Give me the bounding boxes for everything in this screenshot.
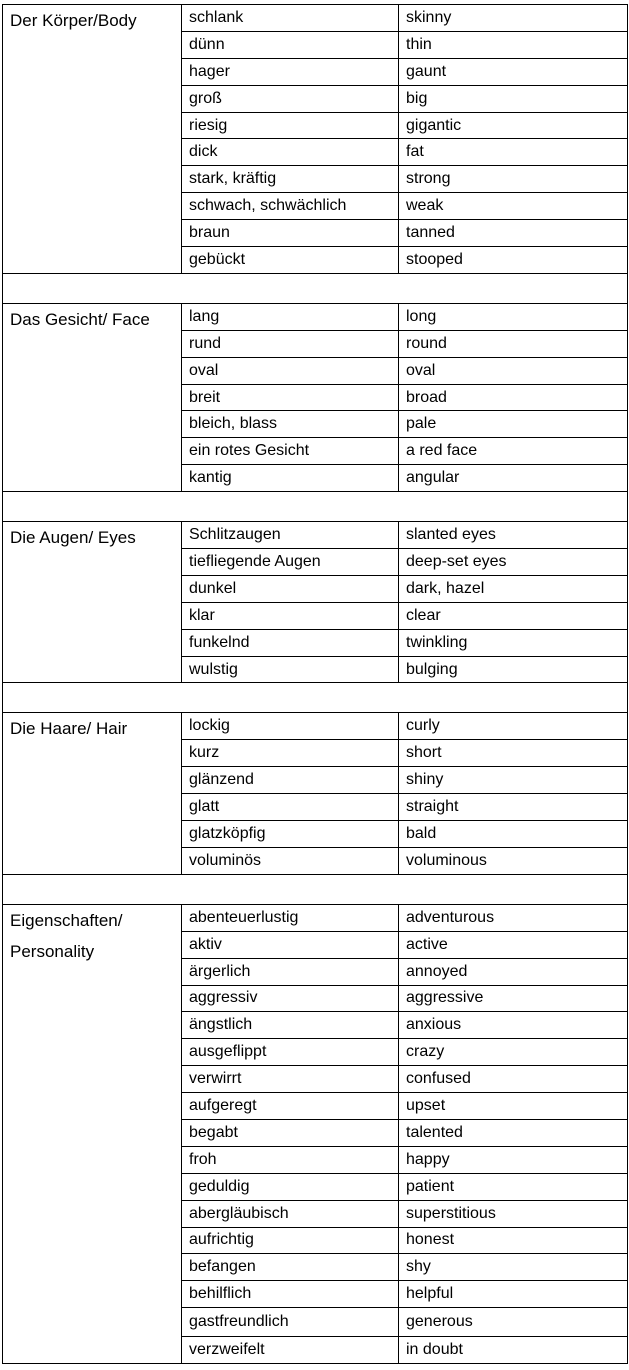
vocab-row	[3, 713, 628, 740]
section-spacer-cell	[3, 273, 628, 303]
english-term: big	[399, 85, 628, 112]
english-term: bald	[399, 821, 628, 848]
german-term: braun	[182, 220, 399, 247]
english-term: a red face	[399, 438, 628, 465]
vocabulary-table-body	[3, 5, 628, 1364]
section-label: Die Augen/ Eyes	[3, 522, 182, 683]
german-term: rund	[182, 330, 399, 357]
german-term: froh	[182, 1146, 399, 1173]
vocab-row	[3, 904, 628, 931]
german-term: dünn	[182, 31, 399, 58]
english-term: thin	[399, 31, 628, 58]
german-term: lang	[182, 303, 399, 330]
vocab-row	[3, 5, 628, 32]
english-term: short	[399, 740, 628, 767]
german-term: ausgeflippt	[182, 1039, 399, 1066]
english-term: broad	[399, 384, 628, 411]
english-term: patient	[399, 1173, 628, 1200]
german-term: wulstig	[182, 656, 399, 683]
english-term: shiny	[399, 767, 628, 794]
english-term: tanned	[399, 220, 628, 247]
german-term: kantig	[182, 465, 399, 492]
german-term: verzweifelt	[182, 1337, 399, 1364]
english-term: deep-set eyes	[399, 549, 628, 576]
english-term: oval	[399, 357, 628, 384]
german-term: funkelnd	[182, 629, 399, 656]
vocab-row	[3, 303, 628, 330]
english-term: adventurous	[399, 904, 628, 931]
section-label: Eigenschaften/ Personality	[3, 904, 182, 1363]
english-term: voluminous	[399, 847, 628, 874]
german-term: voluminös	[182, 847, 399, 874]
english-term: in doubt	[399, 1337, 628, 1364]
german-term: aufrichtig	[182, 1227, 399, 1254]
german-term: gebückt	[182, 247, 399, 274]
german-term: lockig	[182, 713, 399, 740]
english-term: shy	[399, 1254, 628, 1281]
german-term: riesig	[182, 112, 399, 139]
english-term: clear	[399, 602, 628, 629]
section-label: Das Gesicht/ Face	[3, 303, 182, 491]
german-term: hager	[182, 58, 399, 85]
section-spacer-cell	[3, 492, 628, 522]
german-term: ärgerlich	[182, 958, 399, 985]
english-term: pale	[399, 411, 628, 438]
section-spacer-row	[3, 683, 628, 713]
german-term: klar	[182, 602, 399, 629]
english-term: aggressive	[399, 985, 628, 1012]
english-term: curly	[399, 713, 628, 740]
english-term: confused	[399, 1066, 628, 1093]
german-term: schlank	[182, 5, 399, 32]
english-term: generous	[399, 1308, 628, 1337]
german-term: glatzköpfig	[182, 821, 399, 848]
english-term: bulging	[399, 656, 628, 683]
english-term: dark, hazel	[399, 575, 628, 602]
german-term: tiefliegende Augen	[182, 549, 399, 576]
english-term: honest	[399, 1227, 628, 1254]
section-spacer-cell	[3, 683, 628, 713]
section-label: Die Haare/ Hair	[3, 713, 182, 874]
english-term: twinkling	[399, 629, 628, 656]
english-term: talented	[399, 1119, 628, 1146]
english-term: gigantic	[399, 112, 628, 139]
english-term: anxious	[399, 1012, 628, 1039]
english-term: superstitious	[399, 1200, 628, 1227]
section-spacer-cell	[3, 874, 628, 904]
german-term: verwirrt	[182, 1066, 399, 1093]
english-term: fat	[399, 139, 628, 166]
english-term: straight	[399, 794, 628, 821]
german-term: abenteuerlustig	[182, 904, 399, 931]
german-term: dunkel	[182, 575, 399, 602]
english-term: gaunt	[399, 58, 628, 85]
german-term: abergläubisch	[182, 1200, 399, 1227]
section-spacer-row	[3, 874, 628, 904]
english-term: weak	[399, 193, 628, 220]
section-label: Der Körper/Body	[3, 5, 182, 274]
german-term: stark, kräftig	[182, 166, 399, 193]
german-term: aufgeregt	[182, 1093, 399, 1120]
german-term: aktiv	[182, 931, 399, 958]
english-term: active	[399, 931, 628, 958]
german-term: groß	[182, 85, 399, 112]
english-term: annoyed	[399, 958, 628, 985]
section-spacer-row	[3, 492, 628, 522]
german-term: geduldig	[182, 1173, 399, 1200]
german-term: ängstlich	[182, 1012, 399, 1039]
english-term: crazy	[399, 1039, 628, 1066]
english-term: helpful	[399, 1281, 628, 1308]
vocabulary-table	[2, 4, 628, 1364]
german-term: begabt	[182, 1119, 399, 1146]
section-spacer-row	[3, 273, 628, 303]
german-term: gastfreundlich	[182, 1308, 399, 1337]
german-term: bleich, blass	[182, 411, 399, 438]
english-term: stooped	[399, 247, 628, 274]
german-term: glatt	[182, 794, 399, 821]
german-term: Schlitzaugen	[182, 522, 399, 549]
german-term: aggressiv	[182, 985, 399, 1012]
german-term: ein rotes Gesicht	[182, 438, 399, 465]
german-term: kurz	[182, 740, 399, 767]
german-term: befangen	[182, 1254, 399, 1281]
english-term: long	[399, 303, 628, 330]
english-term: upset	[399, 1093, 628, 1120]
english-term: strong	[399, 166, 628, 193]
german-term: schwach, schwächlich	[182, 193, 399, 220]
german-term: glänzend	[182, 767, 399, 794]
german-term: behilflich	[182, 1281, 399, 1308]
vocab-row	[3, 522, 628, 549]
english-term: round	[399, 330, 628, 357]
german-term: oval	[182, 357, 399, 384]
english-term: happy	[399, 1146, 628, 1173]
german-term: breit	[182, 384, 399, 411]
english-term: slanted eyes	[399, 522, 628, 549]
english-term: skinny	[399, 5, 628, 32]
english-term: angular	[399, 465, 628, 492]
german-term: dick	[182, 139, 399, 166]
